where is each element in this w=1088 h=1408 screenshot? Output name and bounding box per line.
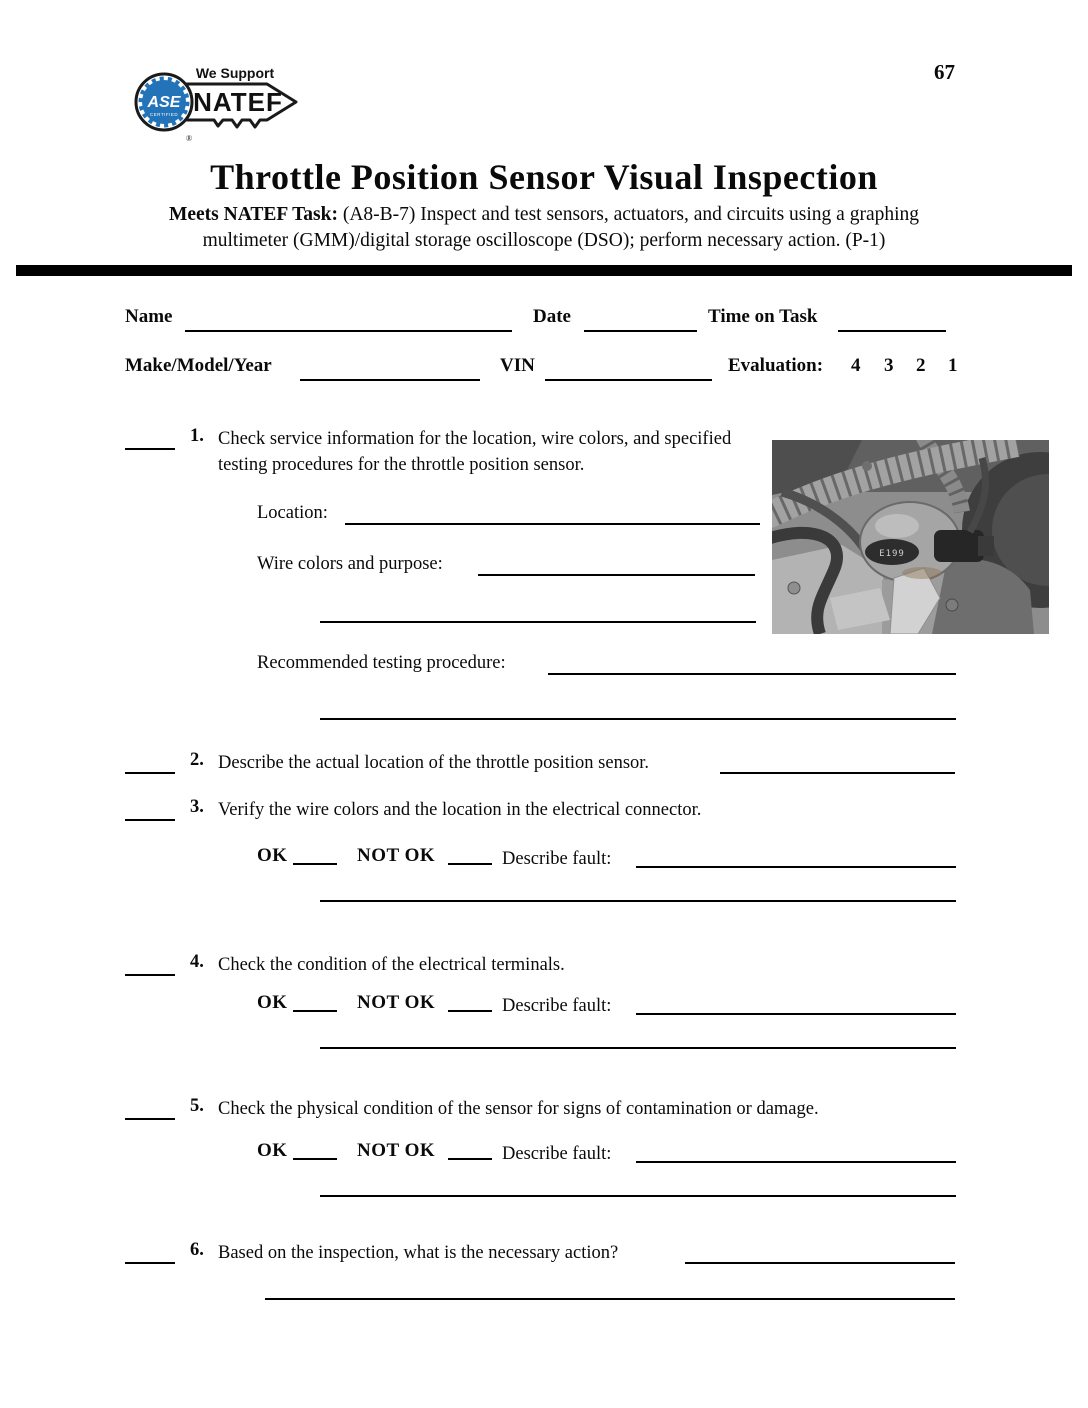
step4-ok-label: OK xyxy=(257,992,288,1013)
recommended-procedure-blank-line xyxy=(548,673,956,675)
evaluation-score-4: 4 xyxy=(851,355,861,376)
step4-ok-blank xyxy=(293,1010,337,1012)
step4-describe-fault-label: Describe fault: xyxy=(502,996,612,1016)
step6-answer-line xyxy=(685,1262,955,1264)
step3-describe-fault-label: Describe fault: xyxy=(502,849,612,869)
step5-describe-fault-label: Describe fault: xyxy=(502,1144,612,1164)
step4-continuation-line xyxy=(320,1047,956,1049)
step4-number: 4. xyxy=(190,952,204,972)
natef-ase-logo xyxy=(132,56,304,146)
location-label: Location: xyxy=(257,503,328,523)
time-on-task-label: Time on Task xyxy=(708,306,818,327)
date-blank-line xyxy=(584,330,697,332)
step5-number: 5. xyxy=(190,1096,204,1116)
recommended-procedure-label: Recommended testing procedure: xyxy=(257,653,506,673)
step3-not-ok-label: NOT OK xyxy=(357,845,436,866)
vin-blank-line xyxy=(545,379,712,381)
step3-not-ok-blank xyxy=(448,863,492,865)
svg-text:ASE: ASE xyxy=(147,94,181,111)
step5-not-ok-label: NOT OK xyxy=(357,1140,436,1161)
step6-continuation-line xyxy=(265,1298,955,1300)
registered-mark: ® xyxy=(186,134,193,143)
svg-text:CERTIFIED: CERTIFIED xyxy=(149,112,179,117)
step5-check-blank xyxy=(125,1118,175,1120)
step2-answer-line xyxy=(720,772,955,774)
step4-check-blank xyxy=(125,974,175,976)
logo-org: NATEF xyxy=(193,87,283,117)
page-title: Throttle Position Sensor Visual Inspection xyxy=(210,157,878,197)
date-label: Date xyxy=(533,306,571,327)
step1-number: 1. xyxy=(190,426,204,446)
step4-not-ok-blank xyxy=(448,1010,492,1012)
step3-ok-blank xyxy=(293,863,337,865)
location-blank-line xyxy=(345,523,760,525)
wire-colors-continuation-line xyxy=(320,621,756,623)
natef-task-line2: multimeter (GMM)/digital storage oscilloscope (DSO); perform necessary action. (P-1) xyxy=(202,230,886,251)
wire-colors-blank-line xyxy=(478,574,755,576)
evaluation-score-3: 3 xyxy=(884,355,894,376)
step3-ok-label: OK xyxy=(257,845,288,866)
step3-describe-fault-line xyxy=(636,866,956,868)
name-label: Name xyxy=(125,306,173,327)
step5-ok-label: OK xyxy=(257,1140,288,1161)
step5-describe-fault-line xyxy=(636,1161,956,1163)
step5-not-ok-blank xyxy=(448,1158,492,1160)
sensor-part-label: E199 xyxy=(879,549,905,559)
step6-text: Based on the inspection, what is the necessary action? xyxy=(218,1243,619,1263)
throttle-sensor-photo xyxy=(772,440,1049,634)
logo-tagline: We Support xyxy=(195,65,275,81)
recommended-continuation-line xyxy=(320,718,956,720)
step1-check-blank xyxy=(125,448,175,450)
step2-text: Describe the actual location of the throttle position sensor. xyxy=(218,753,650,773)
divider-bar xyxy=(16,265,1072,276)
page-number: 67 xyxy=(934,60,955,84)
step3-text: Verify the wire colors and the location in the electrical connector. xyxy=(218,800,702,820)
wire-colors-label: Wire colors and purpose: xyxy=(257,554,443,574)
natef-task-text1: (A8-B-7) Inspect and test sensors, actuators, and circuits using a graphing xyxy=(342,204,920,225)
step3-number: 3. xyxy=(190,797,204,817)
make-model-year-label: Make/Model/Year xyxy=(125,355,272,376)
step4-not-ok-label: NOT OK xyxy=(357,992,436,1013)
time-on-task-blank-line xyxy=(838,330,946,332)
step4-describe-fault-line xyxy=(636,1013,956,1015)
step3-check-blank xyxy=(125,819,175,821)
step5-continuation-line xyxy=(320,1195,956,1197)
step3-continuation-line xyxy=(320,900,956,902)
step2-check-blank xyxy=(125,772,175,774)
make-model-year-blank-line xyxy=(300,379,480,381)
natef-task-line1 xyxy=(0,204,1088,226)
step5-ok-blank xyxy=(293,1158,337,1160)
evaluation-score-2: 2 xyxy=(916,355,926,376)
step5-text: Check the physical condition of the sensor for signs of contamination or damage. xyxy=(218,1099,819,1119)
step4-text: Check the condition of the electrical terminals. xyxy=(218,955,565,975)
vin-label: VIN xyxy=(500,355,535,376)
step6-number: 6. xyxy=(190,1240,204,1260)
evaluation-label: Evaluation: xyxy=(728,355,824,376)
evaluation-score-1: 1 xyxy=(948,355,958,376)
step6-check-blank xyxy=(125,1262,175,1264)
step2-number: 2. xyxy=(190,750,204,770)
name-blank-line xyxy=(185,330,512,332)
step1-text: Check service information for the location, wire colors, and specified testing procedures for the throttle position sensor. xyxy=(218,429,732,475)
natef-task-label: Meets NATEF Task: xyxy=(168,204,338,225)
